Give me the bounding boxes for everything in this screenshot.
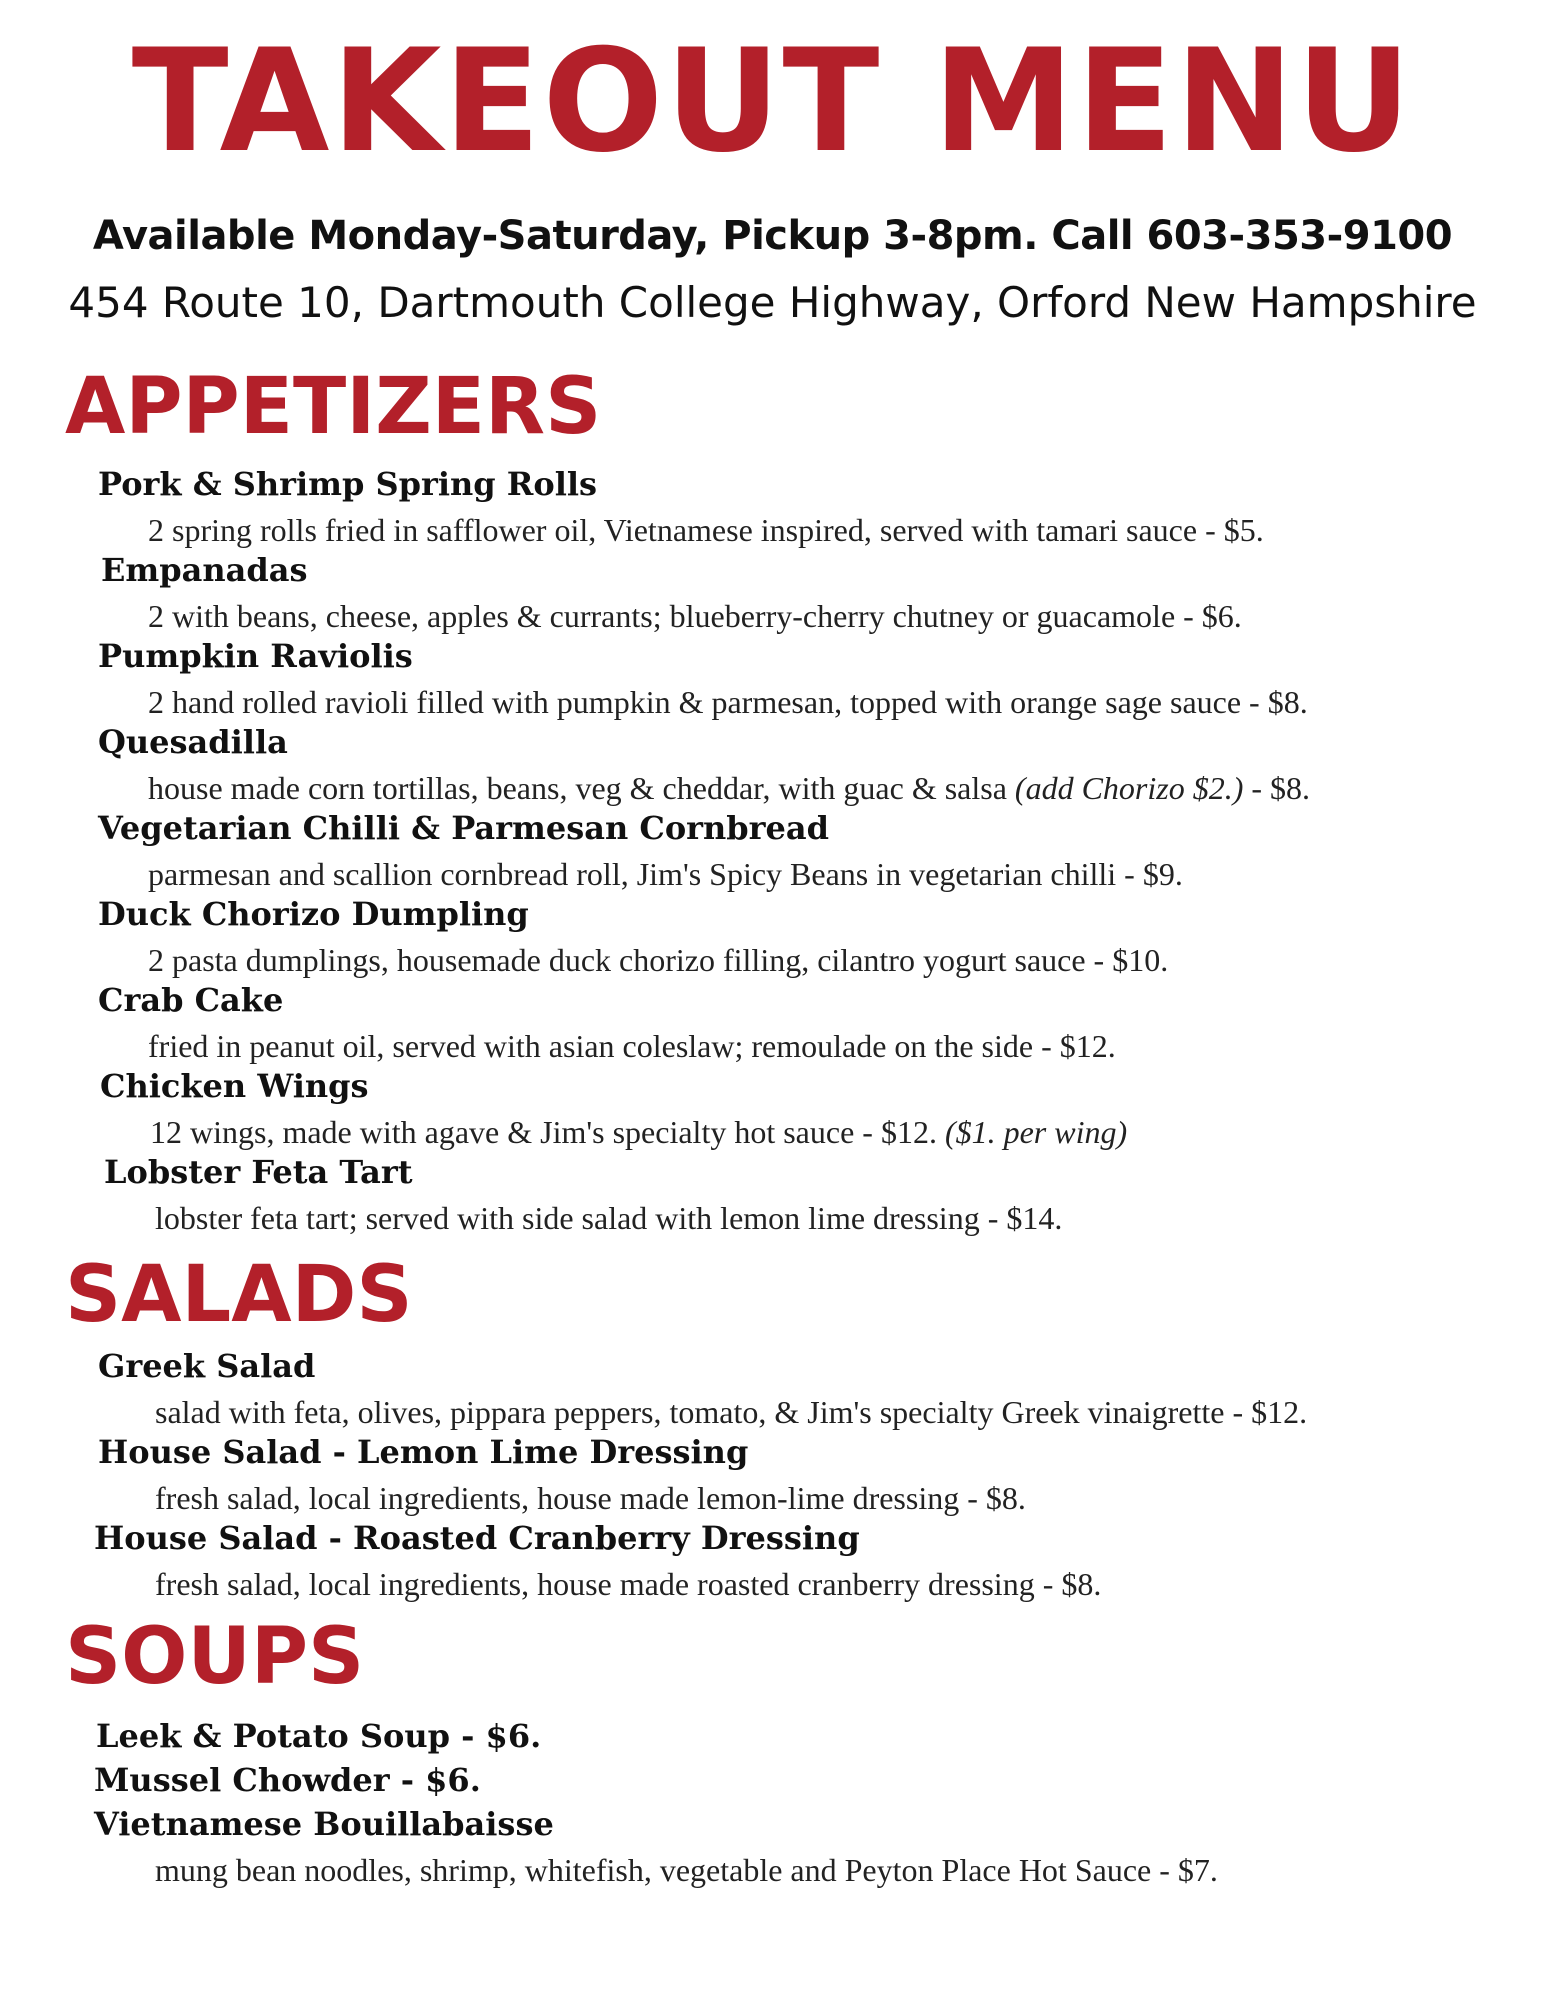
item-name-empanadas: Empanadas	[101, 551, 308, 589]
section-heading-appetizers: APPETIZERS	[65, 362, 602, 452]
item-desc-crab-cake: fried in peanut oil, served with asian coleslaw; remoulade on the side - $12.	[148, 1028, 1116, 1064]
item-name-pumpkin-raviolis: Pumpkin Raviolis	[98, 637, 413, 675]
item-desc-greek-salad: salad with feta, olives, pippara peppers, tomato, & Jim's specialty Greek vinaigrette - $12.	[155, 1394, 1308, 1430]
menu-title: TAKEOUT MENU	[131, 19, 1414, 184]
item-name-vegetarian-chilli: Vegetarian Chilli & Parmesan Cornbread	[98, 809, 829, 847]
item-name-spring-rolls: Pork & Shrimp Spring Rolls	[98, 465, 598, 503]
item-desc-quesadilla-main: house made corn tortillas, beans, veg & cheddar, with guac & salsa	[148, 770, 1015, 806]
section-heading-soups: SOUPS	[65, 1612, 365, 1702]
item-name-crab-cake: Crab Cake	[98, 981, 284, 1019]
item-desc-duck-chorizo-dumpling: 2 pasta dumplings, housemade duck chorizo filling, cilantro yogurt sauce - $10.	[148, 942, 1169, 978]
item-desc-quesadilla	[148, 766, 1310, 810]
item-name-duck-chorizo-dumpling: Duck Chorizo Dumpling	[98, 895, 529, 933]
item-desc-vietnamese-bouillabaisse: mung bean noodles, shrimp, whitefish, vegetable and Peyton Place Hot Sauce - $7.	[155, 1852, 1218, 1888]
item-note-add-chorizo: (add Chorizo $2.)	[1014, 770, 1244, 806]
availability-line: Available Monday-Saturday, Pickup 3-8pm. Call 603-353-9100	[92, 213, 1453, 259]
item-name-vietnamese-bouillabaisse: Vietnamese Bouillabaisse	[94, 1805, 554, 1843]
item-desc-spring-rolls: 2 spring rolls fried in safflower oil, Vietnamese inspired, served with tamari sauce - $5.	[148, 512, 1264, 548]
item-name-greek-salad: Greek Salad	[98, 1347, 316, 1385]
item-note-per-wing: ($1. per wing)	[944, 1114, 1128, 1150]
item-name-lobster-feta-tart: Lobster Feta Tart	[104, 1153, 413, 1191]
item-desc-pumpkin-raviolis: 2 hand rolled ravioli filled with pumpkin & parmesan, topped with orange sage sauce - $8.	[148, 684, 1308, 720]
item-desc-house-salad-lemon-lime: fresh salad, local ingredients, house made lemon-lime dressing - $8.	[155, 1480, 1026, 1516]
item-desc-chicken-wings-main: 12 wings, made with agave & Jim's specialty hot sauce - $12.	[150, 1114, 945, 1150]
section-heading-salads: SALADS	[65, 1250, 413, 1340]
item-name-chicken-wings: Chicken Wings	[100, 1067, 369, 1105]
item-desc-quesadilla-price: - $8.	[1243, 770, 1311, 806]
item-name-house-salad-cranberry: House Salad - Roasted Cranberry Dressing	[94, 1519, 860, 1557]
item-name-leek-potato-soup: Leek & Potato Soup - $6.	[96, 1717, 542, 1755]
item-name-quesadilla: Quesadilla	[98, 723, 288, 761]
item-desc-lobster-feta-tart: lobster feta tart; served with side salad with lemon lime dressing - $14.	[155, 1200, 1063, 1236]
address-line: 454 Route 10, Dartmouth College Highway, Orford New Hampshire	[68, 278, 1477, 327]
item-desc-house-salad-cranberry: fresh salad, local ingredients, house made roasted cranberry dressing - $8.	[155, 1566, 1102, 1602]
item-desc-chicken-wings	[150, 1110, 1127, 1154]
item-name-mussel-chowder: Mussel Chowder - $6.	[94, 1761, 481, 1799]
item-desc-empanadas: 2 with beans, cheese, apples & currants; blueberry-cherry chutney or guacamole - $6.	[148, 598, 1242, 634]
item-desc-vegetarian-chilli: parmesan and scallion cornbread roll, Jim's Spicy Beans in vegetarian chilli - $9.	[148, 856, 1183, 892]
item-name-house-salad-lemon-lime: House Salad - Lemon Lime Dressing	[98, 1433, 749, 1471]
